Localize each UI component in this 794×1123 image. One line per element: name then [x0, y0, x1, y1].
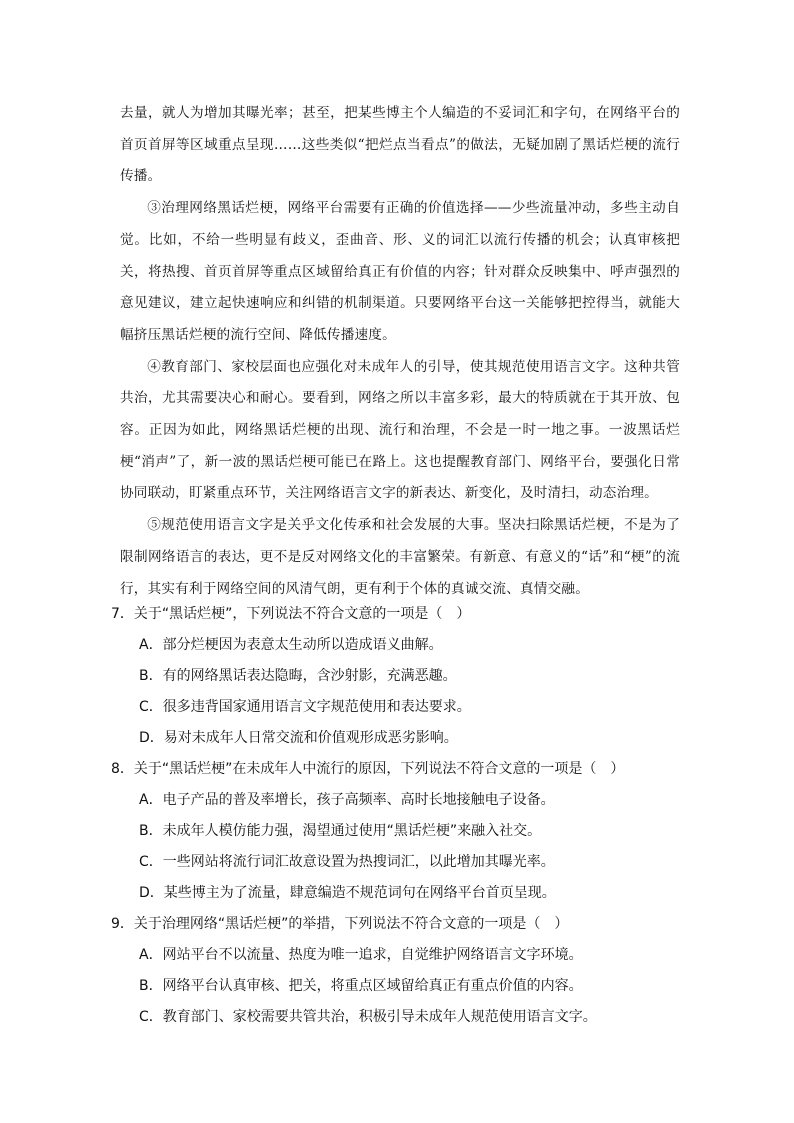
answer-option: C．很多违背国家通用语言文字规范使用和表达要求。 — [139, 699, 471, 715]
passage-paragraph: ③治理网络黑话烂梗，网络平台需要有正确的价值选择——少些流量冲动，多些主动自觉。比如，不给一些明显有歧义，歪曲音、形、义的词汇以流行传播的机会；认真审核把关，将热搜、首页首屏等重点区域留给真正有价值的内容；针对群众反映集中、呼声强烈的意见建议，建立起快速响应和纠错的机制渠道。只要网络平台这一关能够把控得当，就能大幅挤压黑话烂梗的流行空间、降低传播速度。 — [120, 200, 680, 343]
answer-option: A．电子产品的普及率增长，孩子高频率、高时长地接触电子设备。 — [139, 792, 555, 808]
question-stem: 7．关于“黑话烂梗”，下列说法不符合文意的一项是（ ） — [111, 606, 471, 622]
answer-option: B．未成年人模仿能力强，渴望通过使用“黑话烂梗”来融入社交。 — [139, 823, 542, 839]
answer-option: B．网络平台认真审核、把关，将重点区域留给真正有重点价值的内容。 — [139, 978, 583, 994]
answer-option: D．易对未成年人日常交流和价值观形成恶劣影响。 — [139, 730, 458, 746]
passage-paragraph: ⑤规范使用语言文字是关乎文化传承和社会发展的大事。坚决扫除黑话烂梗，不是为了限制网络语言的表达，更不是反对网络文化的丰富繁荣。有新意、有意义的“话”和“梗”的流行，其实有利于网络空间的风清气朗，更有利于个体的真诚交流、真情交融。 — [120, 517, 680, 597]
passage-paragraph: ④教育部门、家校层面也应强化对未成年人的引导，使其规范使用语言文字。这种共管共治，尤其需要决心和耐心。要看到，网络之所以丰富多彩，最大的特质就在于其开放、包容。正因为如此，网络黑话烂梗的出现、流行和治理，不会是一时一地之事。一波黑话烂梗“消声”了，新一波的黑话烂梗可能已在路上。这也提醒教育部门、网络平台，要强化日常协同联动，盯紧重点环节，关注网络语言文字的新表达、新变化，及时清扫，动态治理。 — [120, 358, 680, 502]
answer-option: D．某些博主为了流量，肆意编造不规范词句在网络平台首页呈现。 — [139, 885, 556, 901]
question-stem: 8．关于“黑话烂梗”在未成年人中流行的原因，下列说法不符合文意的一项是（ ） — [111, 761, 625, 777]
answer-option: C．教育部门、家校需要共管共治，积极引导未成年人规范使用语言文字。 — [139, 1009, 597, 1025]
answer-option: B．有的网络黑话表达隐晦，含沙射影，充满恶趣。 — [139, 668, 457, 684]
question-7 — [111, 599, 691, 754]
question-9 — [111, 909, 691, 1033]
answer-option: C．一些网站将流行词汇故意设置为热搜词汇，以此增加其曝光率。 — [139, 854, 555, 870]
question-list — [111, 599, 691, 1033]
reading-passage — [120, 98, 680, 605]
passage-paragraph: 去量，就人为增加其曝光率；甚至，把某些博主个人编造的不妥词汇和字句，在网络平台的首页首屏等区域重点呈现……这些类似“把烂点当看点”的做法，无疑加剧了黑话烂梗的流行传播。 — [120, 105, 680, 185]
answer-option: A．网站平台不以流量、热度为唯一追求，自觉维护网络语言文字环境。 — [139, 947, 583, 963]
question-8 — [111, 754, 691, 909]
answer-option: A．部分烂梗因为表意太生动所以造成语义曲解。 — [139, 637, 443, 653]
question-stem: 9．关于治理网络“黑话烂梗”的举措，下列说法不符合文意的一项是（ ） — [111, 916, 569, 932]
